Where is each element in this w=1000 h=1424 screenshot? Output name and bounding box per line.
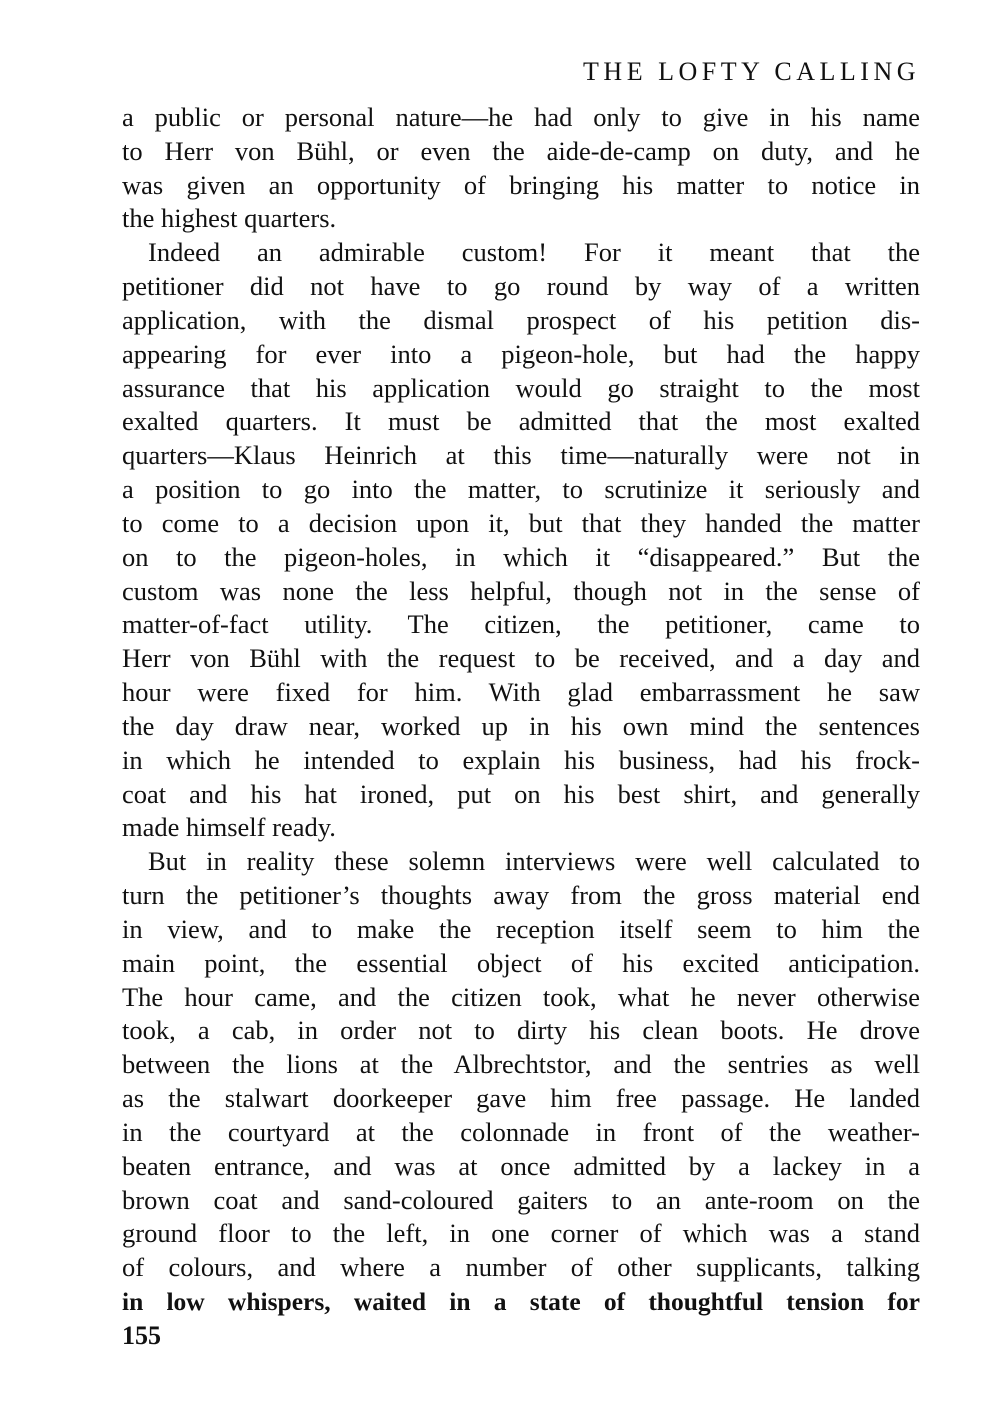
- text-line: of colours, and where a number of other supplicants, talking: [122, 1252, 920, 1283]
- text-line: main point, the essential object of his excited anticipation.: [122, 947, 920, 978]
- text-line: took, a cab, in order not to dirty his clean boots. He drove: [122, 1015, 920, 1046]
- body-text: [122, 101, 920, 1319]
- page-number: 155: [122, 1321, 161, 1350]
- text-line: brown coat and sand-coloured gaiters to an ante-room on the: [122, 1184, 920, 1215]
- text-line: coat and his hat ironed, put on his best shirt, and generally: [122, 778, 920, 809]
- text-line: to come to a decision upon it, but that they handed the matter: [122, 507, 920, 538]
- text-line: Indeed an admirable custom! For it meant that the: [148, 237, 920, 268]
- text-line: application, with the dismal prospect of his petition dis-: [122, 304, 920, 335]
- text-line: the day draw near, worked up in his own mind the sentences: [122, 710, 920, 741]
- text-line: ground floor to the left, in one corner of which was a stand: [122, 1218, 920, 1249]
- text-line: between the lions at the Albrechtstor, and the sentries as well: [122, 1049, 920, 1080]
- text-line: exalted quarters. It must be admitted that the most exalted: [122, 406, 920, 437]
- text-line: to Herr von Bühl, or even the aide-de-camp on duty, and he: [122, 135, 920, 166]
- text-line: in the courtyard at the colonnade in front of the weather-: [122, 1116, 920, 1147]
- text-line: quarters—Klaus Heinrich at this time—naturally were not in: [122, 440, 920, 471]
- text-line: turn the petitioner’s thoughts away from the gross material end: [122, 880, 920, 911]
- text-line: But in reality these solemn interviews were well calculated to: [148, 846, 920, 877]
- text-line: a position to go into the matter, to scrutinize it seriously and: [122, 474, 920, 505]
- text-line: as the stalwart doorkeeper gave him free passage. He landed: [122, 1083, 920, 1114]
- text-line: custom was none the less helpful, though not in the sense of: [122, 575, 920, 606]
- text-line: a public or personal nature—he had only to give in his name: [122, 102, 920, 132]
- running-header: THE LOFTY CALLING: [583, 57, 920, 86]
- text-line: beaten entrance, and was at once admitted by a lackey in a: [122, 1150, 920, 1181]
- text-line: Herr von Bühl with the request to be received, and a day and: [122, 643, 920, 674]
- text-line: the highest quarters.: [122, 203, 337, 234]
- text-line: hour were fixed for him. With glad embarrassment he saw: [122, 677, 920, 708]
- text-line: matter-of-fact utility. The citizen, the petitioner, came to: [122, 609, 920, 640]
- text-line: made himself ready.: [122, 812, 336, 843]
- text-line: in which he intended to explain his business, had his frock-: [122, 744, 920, 775]
- text-line: assurance that his application would go straight to the most: [122, 372, 920, 403]
- text-line: was given an opportunity of bringing his matter to notice in: [122, 169, 920, 200]
- text-line: petitioner did not have to go round by way of a written: [122, 271, 920, 302]
- text-line: The hour came, and the citizen took, what he never otherwise: [122, 981, 920, 1012]
- text-line: in view, and to make the reception itself seem to him the: [122, 913, 920, 944]
- text-line: appearing for ever into a pigeon-hole, but had the happy: [122, 338, 920, 369]
- text-line: in low whispers, waited in a state of thoughtful tension for: [122, 1286, 920, 1316]
- text-line: on to the pigeon-holes, in which it “disappeared.” But the: [122, 541, 920, 572]
